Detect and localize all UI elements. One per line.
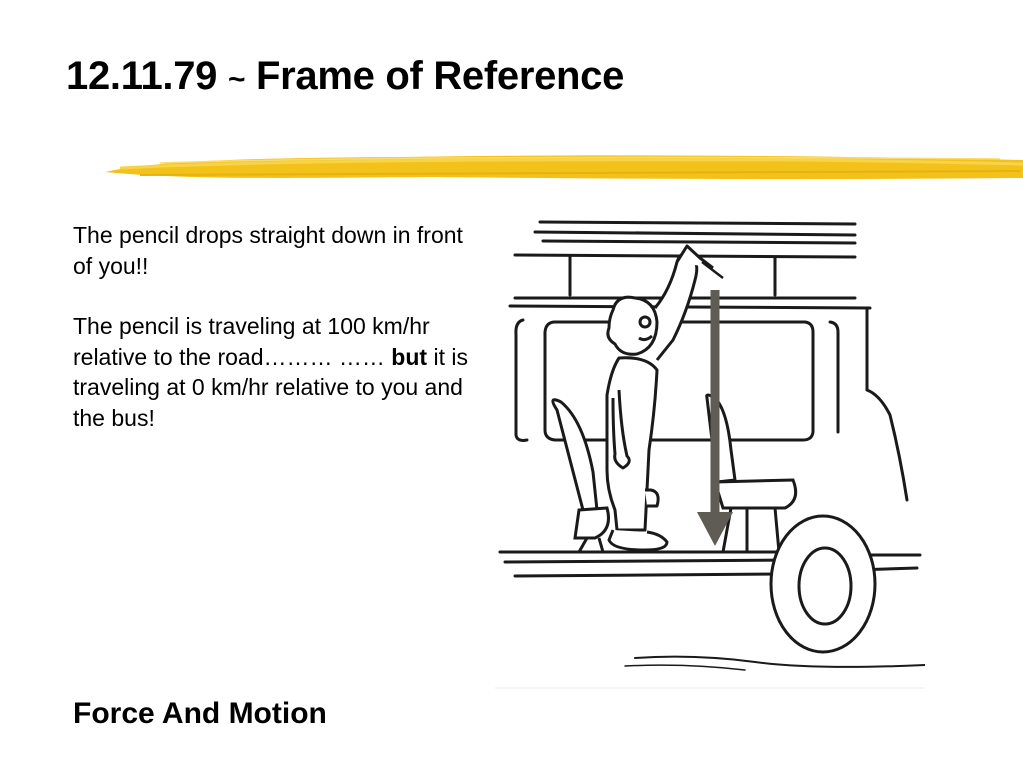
bus-pencil-illustration bbox=[495, 210, 925, 690]
slide-title bbox=[66, 54, 624, 99]
relative-speed-emphasis: but bbox=[391, 343, 428, 370]
relative-speed-part2: it is traveling at 0 km/hr relative to you and the bus! bbox=[73, 343, 468, 431]
title-text: Frame of Reference bbox=[256, 54, 625, 98]
slide-body-text bbox=[73, 220, 473, 433]
wheel-icon bbox=[771, 516, 875, 652]
title-number: 12.11.79 bbox=[66, 54, 218, 98]
title-separator: ~ bbox=[227, 63, 246, 96]
paragraph-relative-speed bbox=[73, 311, 473, 433]
paragraph-pencil-drops: The pencil drops straight down in front of you!! bbox=[73, 222, 463, 279]
seat-icon bbox=[553, 395, 796, 552]
yellow-brush-stroke-divider bbox=[100, 148, 1023, 188]
pencil-icon bbox=[702, 262, 723, 278]
relative-speed-part1: The pencil is traveling at 100 km/hr relative to the road……… …… bbox=[73, 313, 430, 370]
person-icon bbox=[607, 246, 713, 550]
slide-footer: Force And Motion bbox=[73, 697, 327, 730]
